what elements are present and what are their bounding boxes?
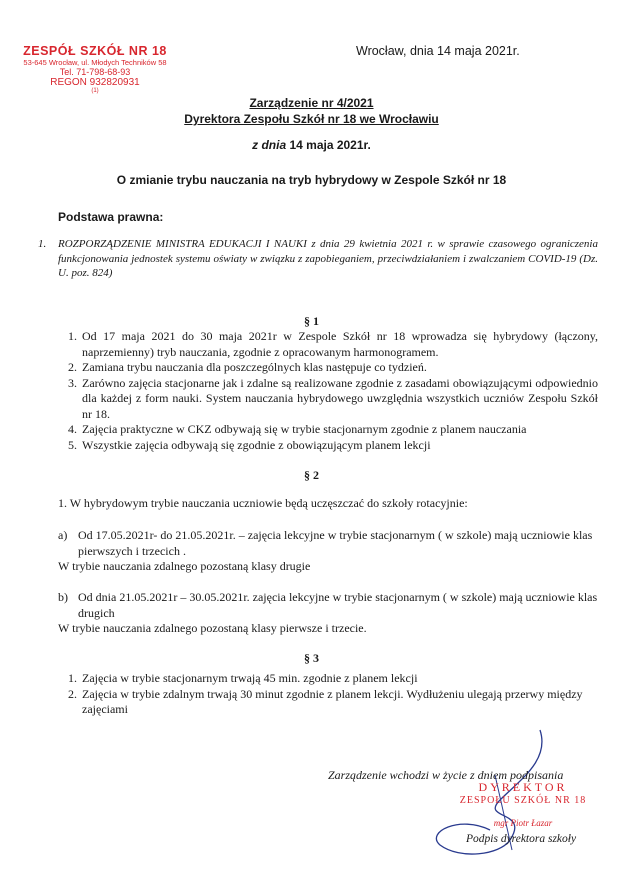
section-2-item-a <box>58 528 598 559</box>
section-1-list <box>58 329 598 453</box>
list-item: 1. Od 17 maja 2021 do 30 maja 2021r w Zespole Szkół nr 18 wprowadza się hybrydowy (łączony, naprzemienny) tryb nauczania, zgodnie z opracowanym harmonogramem. <box>80 329 598 360</box>
school-stamp <box>20 44 170 95</box>
section-3-list <box>58 671 598 718</box>
order-number: Zarządzenie nr 4/2021 <box>249 96 374 110</box>
legal-basis-item <box>38 237 598 281</box>
section-2-intro <box>58 496 598 512</box>
stamp-address: 53-645 Wrocław, ul. Młodych Techników 58 <box>23 58 167 67</box>
list-item: 1. Zajęcia w trybie stacjonarnym trwają 45 min. zgodnie z planem lekcji <box>80 671 598 687</box>
section-2-heading: § 2 <box>304 468 319 482</box>
place-date: Wrocław, dnia 14 maja 2021r. <box>356 44 520 58</box>
director-stamp-title: DYREKTOR <box>478 780 568 794</box>
stamp-phone: Tel. 71-798-68-93 <box>59 67 131 77</box>
director-stamp <box>448 781 598 829</box>
order-date-prefix: z dnia <box>252 138 287 152</box>
section-2-intro-number: 1. <box>58 496 67 510</box>
item-a-label: a) <box>58 528 68 542</box>
order-issuer: Dyrektora Zespołu Szkół nr 18 we Wrocławiu <box>184 112 439 126</box>
stamp-number: (1) <box>91 88 99 94</box>
list-item: 4. Zajęcia praktyczne w CKZ odbywają się w trybie stacjonarnym zgodnie z planem nauczania <box>80 422 598 438</box>
list-item: 3. Zarówno zajęcia stacjonarne jak i zdalne są realizowane zgodnie z zasadami obowiązującymi odpowiednio dla każdej z form nauki. System nauczania hybrydowego uwzględnia wszystkich uczniów Zespołu Szkół nr 18. <box>80 376 598 423</box>
stamp-regon: REGON 932820931 <box>50 77 140 88</box>
order-date <box>0 138 623 152</box>
effective-date-note: Zarządzenie wchodzi w życie z dniem podpisania <box>328 768 564 782</box>
item-a-remote: W trybie nauczania zdalnego pozostaną klasy drugie <box>58 559 311 573</box>
section-2-item-b <box>58 590 598 621</box>
director-stamp-person: mgr Piotr Łazar <box>493 818 553 828</box>
section-1-heading: § 1 <box>304 314 319 328</box>
item-b-label: b) <box>58 590 68 604</box>
director-stamp-school: ZESPOŁU SZKÓŁ NR 18 <box>459 795 587 806</box>
legal-basis-number: 1. <box>38 238 47 250</box>
stamp-school-name: ZESPÓŁ SZKÓŁ NR 18 <box>23 44 167 58</box>
section-3-heading: § 3 <box>304 651 319 665</box>
legal-basis-heading: Podstawa prawna: <box>58 210 164 224</box>
list-item: 2. Zajęcia w trybie zdalnym trwają 30 minut zgodnie z planem lekcji. Wydłużeniu ulegają przerwy między zajęciami <box>80 687 598 718</box>
item-b-remote: W trybie nauczania zdalnego pozostaną klasy pierwsze i trzecie. <box>58 621 367 635</box>
legal-basis-text: ROZPORZĄDZENIE MINISTRA EDUKACJI I NAUKI z dnia 29 kwietnia 2021 r. w sprawie czasowego ograniczenia funkcjonowania jednostek systemu oświaty w związku z zapobieganiem, przeciwdziałaniem i zwalczaniem COVID-19 (Dz. U. poz. 824) <box>58 238 598 279</box>
signature-label: Podpis dyrektora szkoły <box>466 833 577 845</box>
list-item: 5. Wszystkie zajęcia odbywają się zgodnie z obowiązującym planem lekcji <box>80 438 598 454</box>
item-a-text: Od 17.05.2021r- do 21.05.2021r. – zajęcia lekcyjne w trybie stacjonarnym ( w szkole) mają uczniowie klas pierwszych i trzecich . <box>78 528 593 558</box>
order-date-value: 14 maja 2021r. <box>289 138 371 152</box>
section-2-intro-text: W hybrydowym trybie nauczania uczniowie będą uczęszczać do szkoły rotacyjnie: <box>69 496 468 510</box>
item-b-text: Od dnia 21.05.2021r – 30.05.2021r. zajęcia lekcyjne w trybie stacjonarnym ( w szkole) mają uczniowie klas drugich <box>78 590 598 620</box>
list-item: 2. Zamiana trybu nauczania dla poszczególnych klas następuje co tydzień. <box>80 360 598 376</box>
order-subject: O zmianie trybu nauczania na tryb hybrydowy w Zespole Szkół nr 18 <box>116 173 507 187</box>
